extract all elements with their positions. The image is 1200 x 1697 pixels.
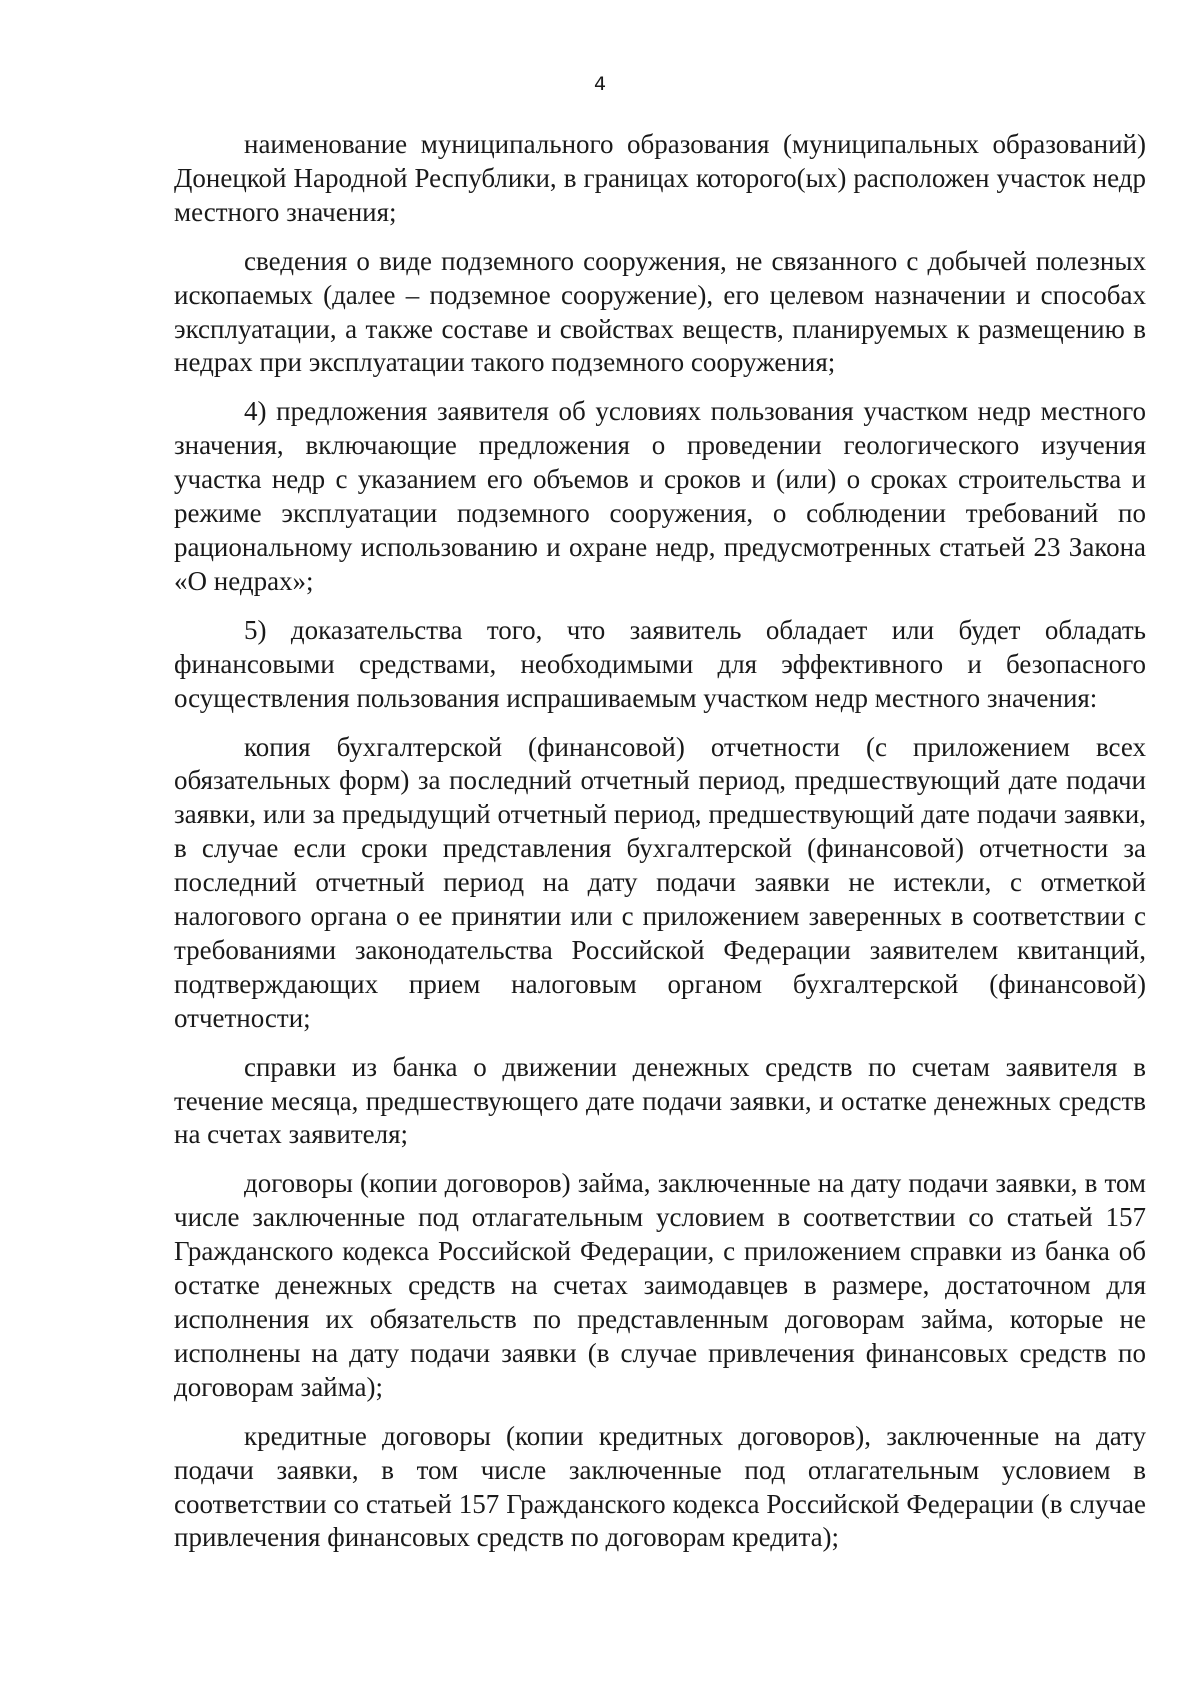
paragraph-municipality-name: наименование муниципального образования (муниципальных образований) Донецкой Народной Республики, в границах которого(ых) расположен участок недр местного значения; <box>174 129 1146 227</box>
paragraph-item-4-proposals: 4) предложения заявителя об условиях пользования участком недр местного значения, включающие предложения о проведении геологического изучения участка недр с указанием его объемов и сроков и (или) о сроках строительства и режиме эксплуатации подземного сооружения, о соблюдении требований по рациональному использованию и охране недр, предусмотренных статьей 23 Закона «О недрах»; <box>174 396 1146 596</box>
paragraph-loan-agreements: договоры (копии договоров) займа, заключенные на дату подачи заявки, в том числе заключенные под отлагательным условием в соответствии со статьей 157 Гражданского кодекса Российской Федерации, с приложением справки из банка об остатке денежных средств на счетах заимодавцев в размере, достаточном для исполнения их обязательств по представленным договорам займа, которые не исполнены на дату подачи заявки (в случае привлечения финансовых средств по договорам займа); <box>174 1168 1146 1402</box>
paragraph-accounting-statements: копия бухгалтерской (финансовой) отчетности (с приложением всех обязательных форм) за последний отчетный период, предшествующий дате подачи заявки, или за предыдущий отчетный период, предшествующий дате подачи заявки, в случае если сроки представления бухгалтерской (финансовой) отчетности за последний отчетный период на дату подачи заявки не истекли, с отметкой налогового органа о ее принятии или с приложением заверенных в соответствии с требованиями законодательства Российской Федерации заявителем квитанций, подтверждающих прием налоговым органом бухгалтерской (финансовой) отчетности; <box>174 731 1146 1033</box>
paragraph-credit-agreements: кредитные договоры (копии кредитных договоров), заключенные на дату подачи заявки, в том числе заключенные под отлагательным условием в соответствии со статьей 157 Гражданского кодекса Российской Федерации (в случае привлечения финансовых средств по договорам кредита); <box>174 1420 1146 1553</box>
page-number: 4 <box>593 73 607 95</box>
document-body <box>174 128 1146 1570</box>
paragraph-bank-statements: справки из банка о движении денежных средств по счетам заявителя в течение месяца, предшествующего дате подачи заявки, и остатке денежных средств на счетах заявителя; <box>174 1051 1146 1150</box>
paragraph-underground-structure: сведения о виде подземного сооружения, не связанного с добычей полезных ископаемых (далее – подземное сооружение), его целевом назначении и способах эксплуатации, а также составе и свойствах веществ, планируемых к размещению в недрах при эксплуатации такого подземного сооружения; <box>174 245 1146 378</box>
paragraph-item-5-evidence: 5) доказательства того, что заявитель обладает или будет обладать финансовыми средствами, необходимыми для эффективного и безопасного осуществления пользования испрашиваемым участком недр местного значения: <box>174 614 1146 713</box>
